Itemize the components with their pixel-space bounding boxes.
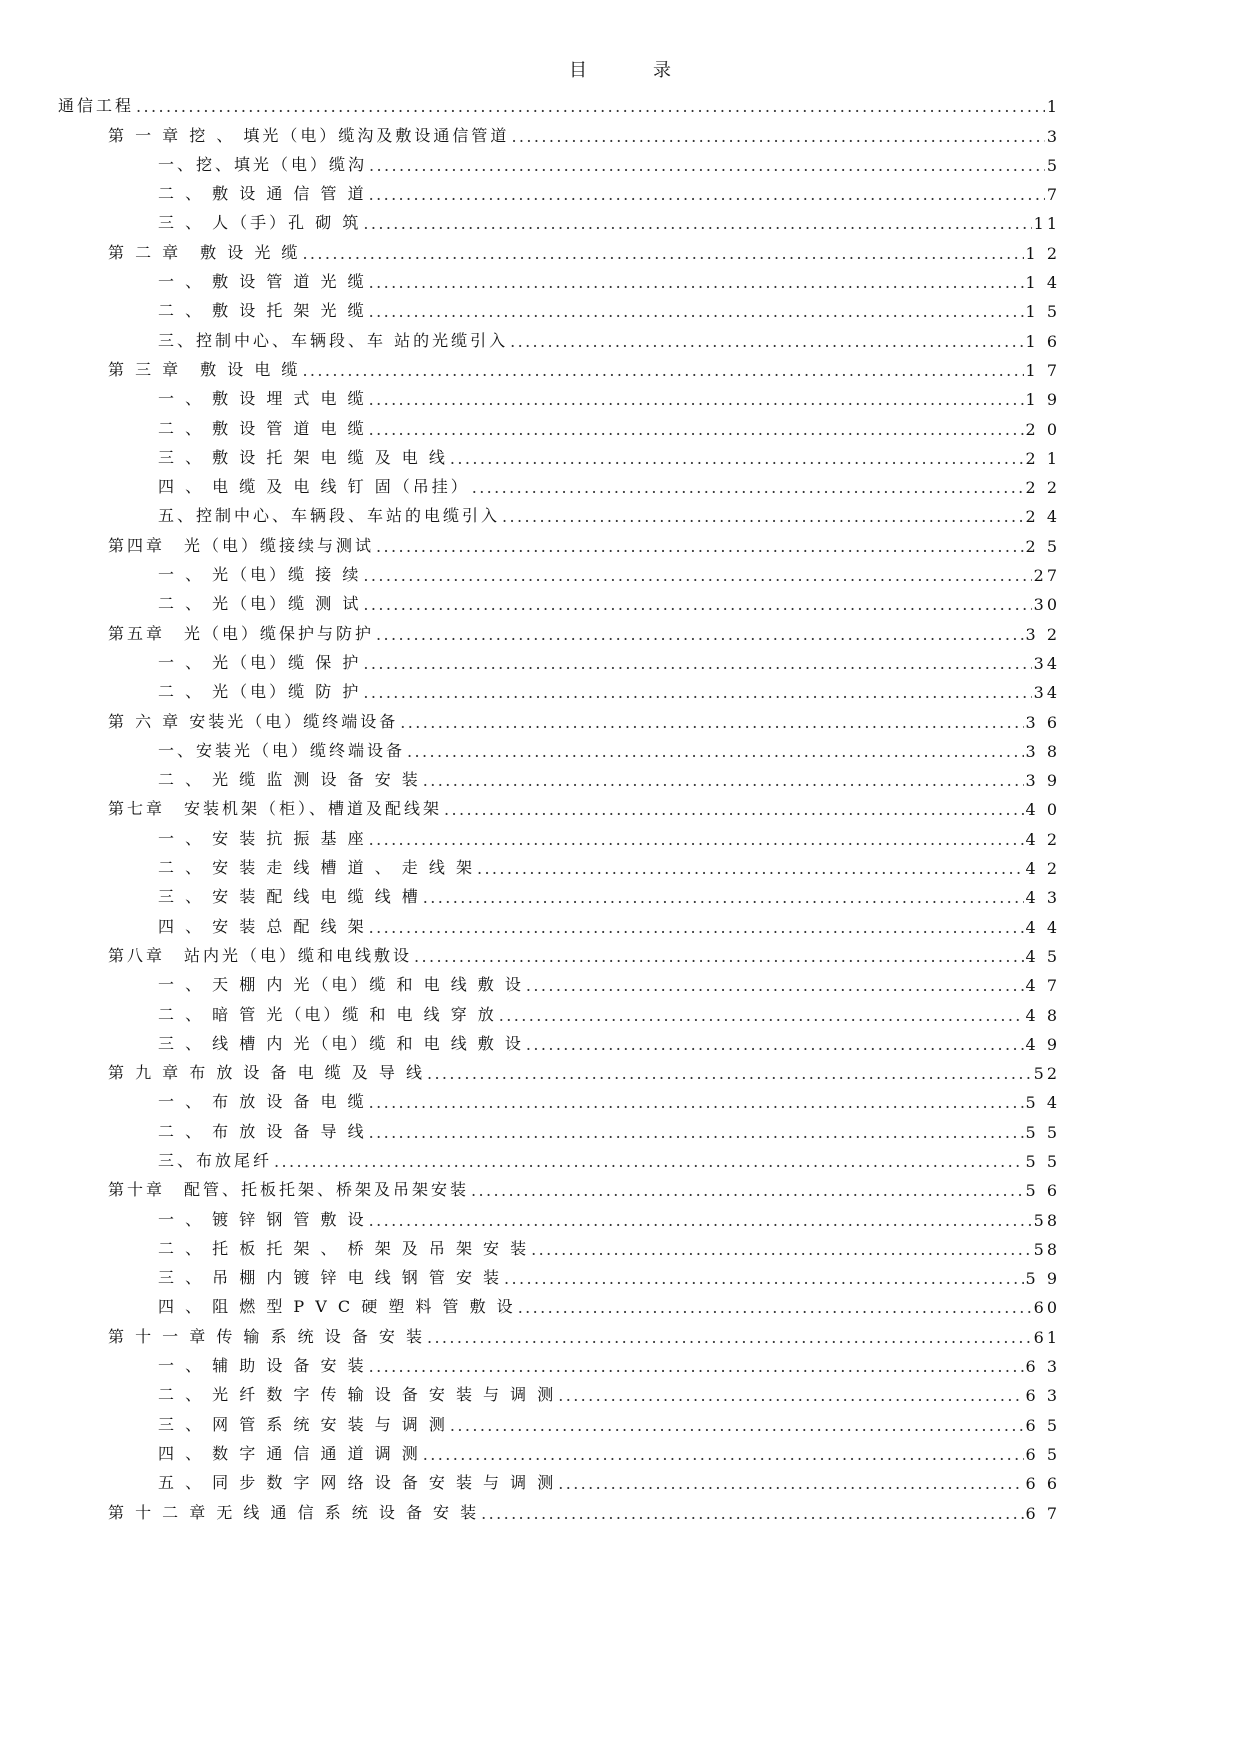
toc-dot-leader <box>376 625 1024 644</box>
toc-chapter[interactable] <box>58 526 1060 555</box>
toc-entry-title: 第 六 章 安装光（电）缆终端设备 <box>108 711 399 731</box>
toc-dot-leader <box>363 654 1031 673</box>
toc-entry-title: 第 九 章 布 放 设 备 电 缆 及 导 线 <box>108 1063 425 1083</box>
toc-dot-leader <box>369 185 1045 204</box>
toc-dot-leader <box>369 830 1024 849</box>
toc-entry-title: 二 、 敷 设 托 架 光 缆 <box>158 301 367 321</box>
toc-section[interactable] <box>58 1288 1060 1317</box>
toc-page-number: 1 6 <box>1025 331 1060 351</box>
toc-section[interactable] <box>58 1405 1060 1434</box>
toc-chapter[interactable] <box>58 937 1060 966</box>
toc-entry-title: 五 、 同 步 数 字 网 络 设 备 安 装 与 调 测 <box>158 1473 557 1493</box>
toc-dot-leader <box>481 1504 1023 1523</box>
toc-page-number: 3 <box>1046 126 1060 146</box>
toc-dot-leader <box>414 947 1024 966</box>
toc-page-number: 3 6 <box>1025 712 1060 732</box>
toc-page-number: 1 9 <box>1025 390 1060 410</box>
toc-page-number: 1 2 <box>1025 243 1060 263</box>
toc-section[interactable] <box>58 761 1060 790</box>
toc-dot-leader <box>472 478 1024 497</box>
toc-chapter[interactable] <box>58 1493 1060 1522</box>
toc-chapter[interactable] <box>58 1317 1060 1346</box>
toc-page-number: 52 <box>1033 1064 1060 1084</box>
toc-entry-title: 通信工程 <box>58 96 135 116</box>
toc-entry-title: 四 、 电 缆 及 电 线 钉 固（吊挂） <box>158 477 470 497</box>
toc-section[interactable] <box>58 1200 1060 1229</box>
toc-page-number: 6 5 <box>1025 1415 1060 1435</box>
toc-entry-title: 二 、 光 缆 监 测 设 备 安 装 <box>158 770 421 790</box>
toc-page-number: 2 2 <box>1025 478 1060 498</box>
toc-entry-title: 一、挖、填光（电）缆沟 <box>158 154 368 174</box>
toc-dot-leader <box>369 156 1045 175</box>
toc-section[interactable] <box>58 1376 1060 1405</box>
toc-chapter[interactable] <box>58 790 1060 819</box>
toc-entry-title: 二 、 光（电）缆 防 护 <box>158 682 362 702</box>
toc-dot-leader <box>423 888 1024 907</box>
toc-entry-title: 一 、 敷 设 埋 式 电 缆 <box>158 389 367 409</box>
toc-dot-leader <box>511 127 1044 146</box>
toc-entry-title: 三 、 网 管 系 统 安 装 与 调 测 <box>158 1414 448 1434</box>
toc-page-number: 6 7 <box>1025 1503 1060 1523</box>
toc-dot-leader <box>526 1035 1024 1054</box>
toc-chapter[interactable] <box>58 1054 1060 1083</box>
toc-page-number: 4 0 <box>1025 800 1060 820</box>
toc-page-number: 6 3 <box>1025 1357 1060 1377</box>
toc-entry-title: 三 、 敷 设 托 架 电 缆 及 电 线 <box>158 447 448 467</box>
toc-dot-leader <box>363 566 1031 585</box>
toc-page-number: 3 8 <box>1025 741 1060 761</box>
toc-page-number: 1 <box>1046 97 1060 117</box>
toc-dot-leader <box>369 918 1024 937</box>
toc-section[interactable] <box>58 732 1060 761</box>
toc-chapter[interactable] <box>58 116 1060 145</box>
toc-dot-leader <box>302 244 1023 263</box>
toc-page-number: 4 7 <box>1025 976 1060 996</box>
toc-page-number: 5 9 <box>1025 1269 1060 1289</box>
toc-section[interactable] <box>58 1435 1060 1464</box>
toc-section[interactable] <box>58 497 1060 526</box>
toc-dot-leader <box>376 537 1024 556</box>
toc-dot-leader <box>502 507 1024 526</box>
toc-chapter[interactable] <box>58 614 1060 643</box>
toc-page-number: 2 0 <box>1025 419 1060 439</box>
toc-dot-leader <box>407 742 1024 761</box>
toc-entry-title: 一 、 镀 锌 钢 管 敷 设 <box>158 1209 367 1229</box>
toc-entry-title: 四 、 阻 燃 型 P V C 硬 塑 料 管 敷 设 <box>158 1297 516 1317</box>
toc-entry-title: 第十章 配管、托板托架、桥架及吊架安装 <box>108 1180 470 1200</box>
toc-page-number: 1 7 <box>1025 360 1060 380</box>
toc-page-number: 2 4 <box>1025 507 1060 527</box>
toc-section[interactable] <box>58 907 1060 936</box>
toc-section[interactable] <box>58 644 1060 673</box>
toc-page-number: 6 5 <box>1025 1444 1060 1464</box>
toc-section[interactable] <box>58 204 1060 233</box>
toc-entry-title: 四 、 安 装 总 配 线 架 <box>158 916 367 936</box>
toc-page-number: 5 6 <box>1025 1181 1060 1201</box>
toc-page-number: 6 3 <box>1025 1386 1060 1406</box>
toc-section[interactable] <box>58 439 1060 468</box>
toc-section[interactable] <box>58 966 1060 995</box>
toc-entry-title: 第四章 光（电）缆接续与测试 <box>108 535 375 555</box>
toc-chapter[interactable] <box>58 1171 1060 1200</box>
toc-entry-title: 三、布放尾纤 <box>158 1150 273 1170</box>
toc-entry-title: 第 十 一 章 传 输 系 统 设 备 安 装 <box>108 1326 425 1346</box>
toc-section[interactable] <box>58 1142 1060 1171</box>
toc-section[interactable] <box>58 321 1060 350</box>
toc-page-number: 7 <box>1046 185 1060 205</box>
toc-dot-leader <box>526 976 1024 995</box>
toc-section[interactable] <box>58 1464 1060 1493</box>
toc-entry-title: 三 、 安 装 配 线 电 缆 线 槽 <box>158 887 421 907</box>
toc-section[interactable] <box>58 1230 1060 1259</box>
toc-chapter[interactable] <box>58 702 1060 731</box>
toc-entry-title: 一 、 光（电）缆 保 护 <box>158 652 362 672</box>
toc-section[interactable] <box>58 175 1060 204</box>
toc-dot-leader <box>499 1006 1024 1025</box>
toc-section[interactable] <box>58 1083 1060 1112</box>
toc-chapter[interactable] <box>58 351 1060 380</box>
toc-dot-leader <box>136 97 1045 116</box>
toc-dot-leader <box>558 1386 1023 1405</box>
toc-section[interactable] <box>58 468 1060 497</box>
toc-dot-leader <box>477 859 1024 878</box>
toc-page-number: 4 5 <box>1025 946 1060 966</box>
toc-entry-title: 一 、 辅 助 设 备 安 装 <box>158 1356 367 1376</box>
toc-section[interactable] <box>58 556 1060 585</box>
toc-entry-title: 三 、 人（手）孔 砌 筑 <box>158 213 362 233</box>
page-title: 目 录 <box>569 60 695 81</box>
toc-page-number: 30 <box>1033 595 1060 615</box>
toc-section[interactable] <box>58 146 1060 175</box>
toc-page-number: 1 5 <box>1025 302 1060 322</box>
toc-page-number: 4 3 <box>1025 888 1060 908</box>
toc-entry-title: 五、控制中心、车辆段、车站的电缆引入 <box>158 506 501 526</box>
toc-part[interactable] <box>58 87 1060 116</box>
toc-entry-title: 第七章 安装机架（柜）、槽道及配线架 <box>108 799 443 819</box>
toc-dot-leader <box>369 273 1024 292</box>
toc-entry-title: 第 一 章 挖 、 填光（电）缆沟及敷设通信管道 <box>108 125 510 145</box>
toc-entry-title: 二 、 光 纤 数 字 传 输 设 备 安 装 与 调 测 <box>158 1385 557 1405</box>
toc-chapter[interactable] <box>58 233 1060 262</box>
toc-dot-leader <box>427 1064 1032 1083</box>
toc-dot-leader <box>369 390 1024 409</box>
toc-dot-leader <box>423 771 1024 790</box>
toc-section[interactable] <box>58 673 1060 702</box>
toc-page-number: 34 <box>1033 683 1060 703</box>
toc-dot-leader <box>274 1152 1024 1171</box>
toc-entry-title: 第 十 二 章 无 线 通 信 系 统 设 备 安 装 <box>108 1502 480 1522</box>
toc-dot-leader <box>444 800 1024 819</box>
toc-page-number: 4 8 <box>1025 1005 1060 1025</box>
toc-dot-leader <box>531 1240 1032 1259</box>
toc-entry-title: 第 三 章 敷 设 电 缆 <box>108 359 301 379</box>
toc-dot-leader <box>510 332 1023 351</box>
toc-page-number: 4 4 <box>1025 917 1060 937</box>
toc-entry-title: 二 、 敷 设 通 信 管 道 <box>158 184 367 204</box>
toc-page-number: 5 5 <box>1025 1122 1060 1142</box>
toc-section[interactable] <box>58 1112 1060 1141</box>
toc-page-number: 11 <box>1033 214 1060 234</box>
toc-page-number: 5 5 <box>1025 1151 1060 1171</box>
toc-page-number: 58 <box>1033 1210 1060 1230</box>
toc-entry-title: 一、安装光（电）缆终端设备 <box>158 740 406 760</box>
toc-section[interactable] <box>58 1259 1060 1288</box>
toc-dot-leader <box>363 683 1031 702</box>
toc-entry-title: 四 、 数 字 通 信 通 道 调 测 <box>158 1443 421 1463</box>
toc-section[interactable] <box>58 380 1060 409</box>
toc-dot-leader <box>369 1211 1032 1230</box>
toc-page-number: 5 <box>1046 155 1060 175</box>
toc-entry-title: 二 、 光（电）缆 测 试 <box>158 594 362 614</box>
toc-dot-leader <box>369 1093 1024 1112</box>
toc-dot-leader <box>369 302 1024 321</box>
toc-section[interactable] <box>58 263 1060 292</box>
toc-page-number: 60 <box>1033 1298 1060 1318</box>
toc-page-number: 1 4 <box>1025 273 1060 293</box>
toc-section[interactable] <box>58 849 1060 878</box>
toc-entry-title: 三 、 吊 棚 内 镀 锌 电 线 钢 管 安 装 <box>158 1268 503 1288</box>
toc-entry-title: 一 、 天 棚 内 光（电）缆 和 电 线 敷 设 <box>158 975 524 995</box>
toc-page-number: 3 9 <box>1025 771 1060 791</box>
toc-dot-leader <box>471 1181 1024 1200</box>
toc-page-number: 4 9 <box>1025 1034 1060 1054</box>
toc-page-number: 34 <box>1033 653 1060 673</box>
toc-dot-leader <box>369 420 1024 439</box>
toc-section[interactable] <box>58 819 1060 848</box>
toc-section[interactable] <box>58 1347 1060 1376</box>
toc-entry-title: 第五章 光（电）缆保护与防护 <box>108 623 375 643</box>
toc-section[interactable] <box>58 878 1060 907</box>
toc-entry-title: 一 、 敷 设 管 道 光 缆 <box>158 272 367 292</box>
toc-section[interactable] <box>58 292 1060 321</box>
toc-entry-title: 二 、 暗 管 光（电）缆 和 电 线 穿 放 <box>158 1004 497 1024</box>
toc-page-number: 2 5 <box>1025 536 1060 556</box>
toc-page-number: 5 4 <box>1025 1093 1060 1113</box>
toc-section[interactable] <box>58 585 1060 614</box>
toc-entry-title: 三 、 线 槽 内 光（电）缆 和 电 线 敷 设 <box>158 1033 524 1053</box>
toc-entry-title: 三、控制中心、车辆段、车 站的光缆引入 <box>158 330 509 350</box>
toc-section[interactable] <box>58 409 1060 438</box>
toc-dot-leader <box>427 1328 1032 1347</box>
toc-page-number: 58 <box>1033 1239 1060 1259</box>
toc-page-number: 6 6 <box>1025 1474 1060 1494</box>
toc-entry-title: 一 、 布 放 设 备 电 缆 <box>158 1092 367 1112</box>
toc-page-number: 4 2 <box>1025 859 1060 879</box>
toc-page-number: 27 <box>1033 566 1060 586</box>
toc-dot-leader <box>504 1269 1024 1288</box>
toc-entry-title: 二 、 布 放 设 备 导 线 <box>158 1121 367 1141</box>
toc-dot-leader <box>423 1445 1024 1464</box>
toc-entry-title: 二 、 安 装 走 线 槽 道 、 走 线 架 <box>158 858 475 878</box>
toc-dot-leader <box>369 1123 1024 1142</box>
toc-dot-leader <box>558 1474 1023 1493</box>
toc-page-number: 4 2 <box>1025 829 1060 849</box>
toc-entry-title: 二 、 敷 设 管 道 电 缆 <box>158 418 367 438</box>
toc-dot-leader <box>369 1357 1024 1376</box>
toc-dot-leader <box>363 214 1031 233</box>
toc-page-number: 3 2 <box>1025 624 1060 644</box>
toc-entry-title: 第八章 站内光（电）缆和电线敷设 <box>108 945 413 965</box>
table-of-contents <box>58 87 1060 1523</box>
toc-entry-title: 一 、 光（电）缆 接 续 <box>158 565 362 585</box>
toc-dot-leader <box>363 595 1031 614</box>
toc-dot-leader <box>450 1416 1024 1435</box>
toc-page-number: 61 <box>1033 1327 1060 1347</box>
toc-page-number: 2 1 <box>1025 448 1060 468</box>
toc-dot-leader <box>518 1298 1032 1317</box>
toc-section[interactable] <box>58 995 1060 1024</box>
toc-dot-leader <box>400 713 1023 732</box>
toc-dot-leader <box>450 449 1024 468</box>
toc-dot-leader <box>302 361 1023 380</box>
toc-section[interactable] <box>58 1025 1060 1054</box>
toc-entry-title: 第 二 章 敷 设 光 缆 <box>108 242 301 262</box>
toc-entry-title: 二 、 托 板 托 架 、 桥 架 及 吊 架 安 装 <box>158 1238 530 1258</box>
toc-entry-title: 一 、 安 装 抗 振 基 座 <box>158 828 367 848</box>
